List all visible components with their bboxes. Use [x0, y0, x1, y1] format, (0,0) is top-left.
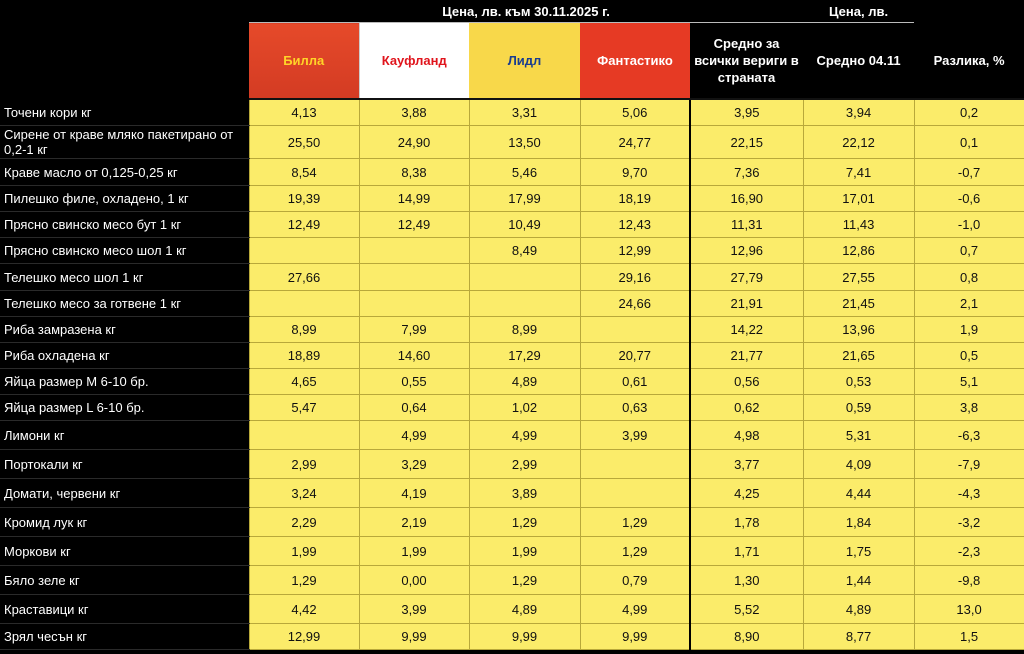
cell-kaufland: 2,19 [359, 508, 469, 537]
cell-average-prev: 22,12 [803, 126, 914, 159]
cell-average: 4,25 [690, 479, 803, 508]
cell-billa: 2,99 [249, 450, 359, 479]
cell-average: 12,96 [690, 238, 803, 264]
cell-fantastico: 9,70 [580, 159, 690, 186]
cell-billa: 25,50 [249, 126, 359, 159]
table-row [0, 395, 1024, 421]
cell-lidl: 4,89 [469, 369, 580, 395]
cell-kaufland: 9,99 [359, 624, 469, 650]
product-name: Зрял чесън кг [0, 624, 249, 650]
cell-difference: -3,2 [914, 508, 1024, 537]
table-row [0, 238, 1024, 264]
cell-kaufland: 12,49 [359, 212, 469, 238]
cell-average: 22,15 [690, 126, 803, 159]
cell-average: 1,78 [690, 508, 803, 537]
table-row [0, 369, 1024, 395]
cell-average: 5,52 [690, 595, 803, 624]
cell-kaufland: 3,29 [359, 450, 469, 479]
cell-difference: -0,7 [914, 159, 1024, 186]
cell-average-prev: 17,01 [803, 186, 914, 212]
cell-fantastico: 5,06 [580, 99, 690, 126]
cell-difference: 2,1 [914, 291, 1024, 317]
cell-fantastico: 29,16 [580, 264, 690, 291]
cell-lidl: 1,99 [469, 537, 580, 566]
cell-average: 14,22 [690, 317, 803, 343]
diff-top-blank [914, 0, 1024, 23]
chain-header-kaufland: Кауфланд [359, 23, 469, 100]
cell-fantastico: 3,99 [580, 421, 690, 450]
product-name: Краве масло от 0,125-0,25 кг [0, 159, 249, 186]
cell-kaufland: 3,99 [359, 595, 469, 624]
cell-lidl [469, 264, 580, 291]
cell-kaufland: 0,00 [359, 566, 469, 595]
cell-average-prev: 4,89 [803, 595, 914, 624]
cell-average: 21,77 [690, 343, 803, 369]
cell-billa: 4,13 [249, 99, 359, 126]
product-name: Риба замразена кг [0, 317, 249, 343]
cell-lidl: 4,89 [469, 595, 580, 624]
cell-lidl [469, 291, 580, 317]
table-row [0, 595, 1024, 624]
product-name: Бяло зеле кг [0, 566, 249, 595]
cell-difference: 1,5 [914, 624, 1024, 650]
cell-lidl: 2,99 [469, 450, 580, 479]
cell-average-prev: 0,53 [803, 369, 914, 395]
table-row [0, 126, 1024, 159]
table-row [0, 479, 1024, 508]
product-name: Риба охладена кг [0, 343, 249, 369]
cell-difference: 13,0 [914, 595, 1024, 624]
cell-lidl: 9,99 [469, 624, 580, 650]
cell-fantastico: 20,77 [580, 343, 690, 369]
product-name: Моркови кг [0, 537, 249, 566]
product-name: Яйца размер L 6-10 бр. [0, 395, 249, 421]
table-row [0, 212, 1024, 238]
cell-lidl: 5,46 [469, 159, 580, 186]
cell-billa: 1,29 [249, 566, 359, 595]
product-name: Точени кори кг [0, 99, 249, 126]
cell-kaufland: 0,64 [359, 395, 469, 421]
cell-average-prev: 8,77 [803, 624, 914, 650]
cell-lidl: 8,99 [469, 317, 580, 343]
table-row [0, 317, 1024, 343]
cell-kaufland: 14,99 [359, 186, 469, 212]
cell-average-prev: 7,41 [803, 159, 914, 186]
cell-kaufland: 1,99 [359, 537, 469, 566]
product-name: Домати, червени кг [0, 479, 249, 508]
cell-average-prev: 1,75 [803, 537, 914, 566]
cell-difference: 1,9 [914, 317, 1024, 343]
cell-billa: 12,49 [249, 212, 359, 238]
cell-difference: -7,9 [914, 450, 1024, 479]
cell-fantastico: 12,43 [580, 212, 690, 238]
cell-average-prev: 4,09 [803, 450, 914, 479]
cell-average-prev: 27,55 [803, 264, 914, 291]
cell-fantastico: 18,19 [580, 186, 690, 212]
cell-fantastico: 0,61 [580, 369, 690, 395]
cell-billa [249, 238, 359, 264]
cell-average-prev: 12,86 [803, 238, 914, 264]
table-row [0, 566, 1024, 595]
table-row [0, 343, 1024, 369]
cell-fantastico: 0,63 [580, 395, 690, 421]
cell-average: 7,36 [690, 159, 803, 186]
product-name: Лимони кг [0, 421, 249, 450]
cell-kaufland: 7,99 [359, 317, 469, 343]
cell-lidl: 1,29 [469, 508, 580, 537]
cell-billa: 5,47 [249, 395, 359, 421]
table-row [0, 537, 1024, 566]
group-header: Цена, лв. към 30.11.2025 г. [249, 0, 803, 23]
cell-fantastico: 4,99 [580, 595, 690, 624]
cell-billa: 2,29 [249, 508, 359, 537]
product-name: Яйца размер М 6-10 бр. [0, 369, 249, 395]
cell-lidl: 8,49 [469, 238, 580, 264]
product-name: Сирене от краве мляко пакетирано от 0,2-1 кг [0, 126, 249, 159]
cell-billa: 4,65 [249, 369, 359, 395]
cell-average-prev: 21,65 [803, 343, 914, 369]
cell-difference: -1,0 [914, 212, 1024, 238]
difference-header: Разлика, % [914, 23, 1024, 100]
cell-difference: 0,8 [914, 264, 1024, 291]
cell-average-prev: 3,94 [803, 99, 914, 126]
table-row [0, 421, 1024, 450]
table-row [0, 508, 1024, 537]
cell-lidl: 1,02 [469, 395, 580, 421]
cell-difference: 0,2 [914, 99, 1024, 126]
cell-average-prev: 21,45 [803, 291, 914, 317]
cell-average: 21,91 [690, 291, 803, 317]
cell-kaufland [359, 238, 469, 264]
cell-fantastico: 0,79 [580, 566, 690, 595]
cell-average: 4,98 [690, 421, 803, 450]
cell-difference: -4,3 [914, 479, 1024, 508]
product-name: Телешко месо шол 1 кг [0, 264, 249, 291]
table-row [0, 264, 1024, 291]
cell-average-prev: 4,44 [803, 479, 914, 508]
cell-kaufland: 24,90 [359, 126, 469, 159]
cell-billa [249, 291, 359, 317]
cell-lidl: 4,99 [469, 421, 580, 450]
cell-difference: -2,3 [914, 537, 1024, 566]
cell-kaufland [359, 264, 469, 291]
cell-billa: 12,99 [249, 624, 359, 650]
cell-average: 3,95 [690, 99, 803, 126]
product-name: Прясно свинско месо шол 1 кг [0, 238, 249, 264]
cell-average-prev: 5,31 [803, 421, 914, 450]
cell-billa: 19,39 [249, 186, 359, 212]
product-name: Портокали кг [0, 450, 249, 479]
corner-blank [0, 0, 249, 23]
name-column-header [0, 23, 249, 100]
cell-kaufland: 8,38 [359, 159, 469, 186]
cell-lidl: 3,89 [469, 479, 580, 508]
cell-billa: 8,99 [249, 317, 359, 343]
table-row [0, 450, 1024, 479]
cell-difference: -9,8 [914, 566, 1024, 595]
product-name: Краставици кг [0, 595, 249, 624]
table-row [0, 624, 1024, 650]
cell-average: 3,77 [690, 450, 803, 479]
cell-kaufland: 0,55 [359, 369, 469, 395]
cell-average-prev: 1,84 [803, 508, 914, 537]
cell-billa: 3,24 [249, 479, 359, 508]
cell-average: 1,30 [690, 566, 803, 595]
average-header: Средно за всички вериги в страната [690, 23, 803, 100]
average-prev-header: Средно 04.11 [803, 23, 914, 100]
cell-billa: 4,42 [249, 595, 359, 624]
cell-average-prev: 1,44 [803, 566, 914, 595]
cell-lidl: 13,50 [469, 126, 580, 159]
cell-fantastico: 24,66 [580, 291, 690, 317]
cell-lidl: 17,99 [469, 186, 580, 212]
cell-average: 0,56 [690, 369, 803, 395]
chain-header-fantastico: Фантастико [580, 23, 690, 100]
cell-lidl: 1,29 [469, 566, 580, 595]
cell-difference: 0,5 [914, 343, 1024, 369]
table-row [0, 159, 1024, 186]
cell-billa: 18,89 [249, 343, 359, 369]
cell-lidl: 10,49 [469, 212, 580, 238]
cell-fantastico: 1,29 [580, 537, 690, 566]
table-row [0, 186, 1024, 212]
cell-fantastico: 12,99 [580, 238, 690, 264]
cell-billa [249, 421, 359, 450]
product-name: Телешко месо за готвене 1 кг [0, 291, 249, 317]
cell-difference: 0,7 [914, 238, 1024, 264]
cell-difference: 5,1 [914, 369, 1024, 395]
cell-fantastico: 24,77 [580, 126, 690, 159]
cell-lidl: 3,31 [469, 99, 580, 126]
cell-average-prev: 13,96 [803, 317, 914, 343]
cell-kaufland: 3,88 [359, 99, 469, 126]
product-name: Кромид лук кг [0, 508, 249, 537]
cell-average: 1,71 [690, 537, 803, 566]
cell-difference: 0,1 [914, 126, 1024, 159]
table-body [0, 99, 1024, 650]
table-row [0, 99, 1024, 126]
cell-fantastico: 1,29 [580, 508, 690, 537]
product-name: Прясно свинско месо бут 1 кг [0, 212, 249, 238]
cell-fantastico [580, 479, 690, 508]
cell-kaufland: 4,99 [359, 421, 469, 450]
cell-billa: 27,66 [249, 264, 359, 291]
cell-fantastico [580, 317, 690, 343]
cell-average: 0,62 [690, 395, 803, 421]
cell-kaufland: 4,19 [359, 479, 469, 508]
cell-billa: 8,54 [249, 159, 359, 186]
cell-average-prev: 11,43 [803, 212, 914, 238]
table-row [0, 291, 1024, 317]
cell-difference: -6,3 [914, 421, 1024, 450]
cell-average: 16,90 [690, 186, 803, 212]
cell-difference: -0,6 [914, 186, 1024, 212]
cell-kaufland: 14,60 [359, 343, 469, 369]
cell-fantastico: 9,99 [580, 624, 690, 650]
cell-average: 27,79 [690, 264, 803, 291]
cell-average: 8,90 [690, 624, 803, 650]
chain-header-lidl: Лидл [469, 23, 580, 100]
cell-average-prev: 0,59 [803, 395, 914, 421]
cell-average: 11,31 [690, 212, 803, 238]
product-name: Пилешко филе, охладено, 1 кг [0, 186, 249, 212]
cell-billa: 1,99 [249, 537, 359, 566]
cell-kaufland [359, 291, 469, 317]
price-header: Цена, лв. [803, 0, 914, 23]
cell-lidl: 17,29 [469, 343, 580, 369]
cell-fantastico [580, 450, 690, 479]
chain-header-billa: Билла [249, 23, 359, 100]
cell-difference: 3,8 [914, 395, 1024, 421]
